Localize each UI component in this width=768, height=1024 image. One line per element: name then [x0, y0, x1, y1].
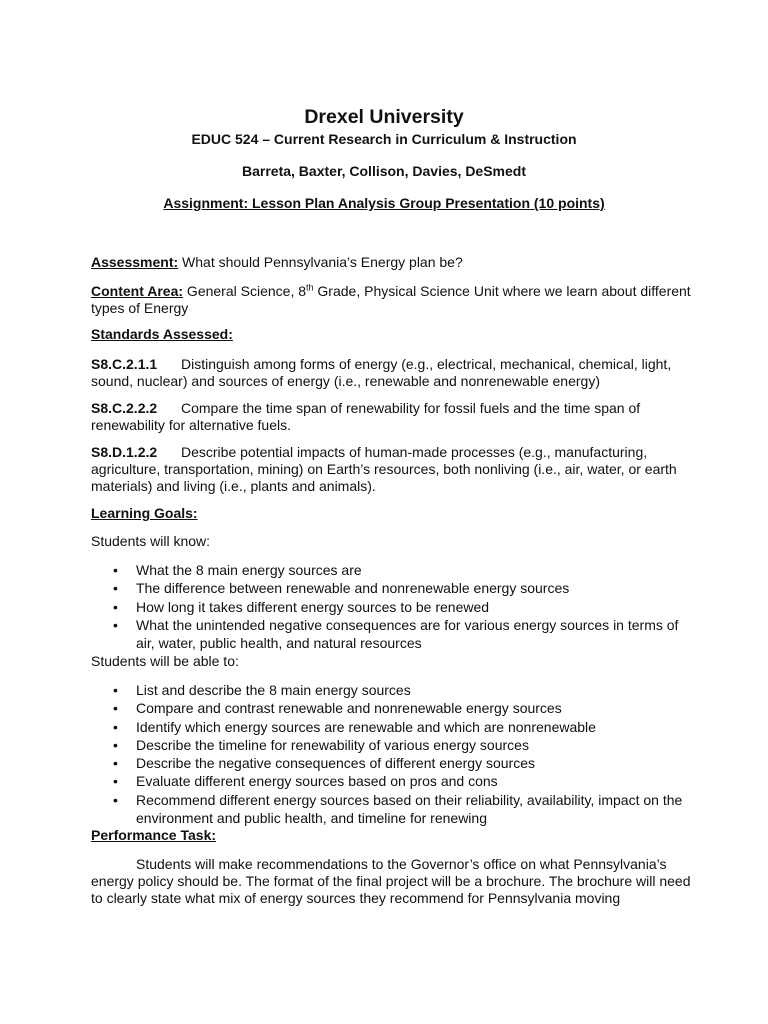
performance-task-text: Students will make recommendations to the Governor’s office on what Pennsylvania’s energy policy should be. The format of the final project will be a brochure. The brochure will need to clearly state what mix of energy sources they recommend for Pennsylvania moving: [91, 856, 691, 906]
list-item: • What the 8 main energy sources are: [113, 562, 362, 578]
know-list: [91, 561, 691, 652]
standards-heading: Standards Assessed:: [91, 326, 233, 342]
bullet-icon: •: [113, 736, 118, 753]
list-item: • Compare and contrast renewable and nonrenewable energy sources: [113, 700, 562, 717]
bullet-icon: •: [113, 682, 118, 698]
list-item: • The difference between renewable and nonrenewable energy sources: [113, 580, 570, 597]
standard-item: [91, 444, 691, 495]
performance-task-heading: Performance Task:: [91, 827, 217, 843]
list-item: • Identify which energy sources are renewable and which are nonrenewable: [113, 718, 596, 735]
bullet-icon: •: [113, 773, 118, 790]
list-item: • Describe the timeline for renewability of various energy sources: [113, 736, 529, 753]
assessment-text: What should Pennsylvania’s Energy plan be?: [178, 254, 463, 270]
assignment-heading: Assignment: Lesson Plan Analysis Group Presentation (10 points): [163, 195, 605, 211]
standard-text: Distinguish among forms of energy (e.g., electrical, mechanical, chemical, light, sound, nuclear) and sources of energy (i.e., renewable and nonrenewable energy): [91, 356, 672, 389]
content-area-label: Content Area:: [91, 283, 184, 299]
know-intro: Students will know:: [91, 533, 211, 549]
bullet-icon: •: [113, 598, 118, 615]
able-list: [91, 681, 691, 827]
standard-code: S8.C.2.1.1: [91, 356, 158, 372]
bullet-icon: •: [113, 616, 118, 633]
bullet-icon: •: [113, 791, 118, 808]
able-intro: Students will be able to:: [91, 653, 239, 669]
standard-item: [91, 400, 691, 434]
course-name: EDUC 524 – Current Research in Curriculum & Instruction: [191, 131, 577, 147]
content-area-line: [91, 283, 691, 317]
standard-text: Describe potential impacts of human-made processes (e.g., manufacturing, agriculture, transportation, mining) on Earth’s resources, both nonliving (i.e., air, water, or earth materials) and living (i.e., plants and animals).: [91, 444, 677, 494]
standard-item: [91, 356, 691, 390]
list-item: • List and describe the 8 main energy sources: [113, 682, 411, 698]
author-list: Barreta, Baxter, Collison, Davies, DeSmedt: [242, 163, 526, 179]
list-item: • Describe the negative consequences of different energy sources: [113, 755, 535, 772]
bullet-icon: •: [113, 755, 118, 772]
content-area-superscript: th: [306, 282, 314, 293]
list-item: • Evaluate different energy sources based on pros and cons: [113, 773, 498, 790]
standard-text: Compare the time span of renewability for fossil fuels and the time span of renewability for alternative fuels.: [91, 400, 641, 433]
document-title: Drexel University: [304, 106, 464, 128]
learning-goals-heading: Learning Goals:: [91, 505, 198, 521]
content-area-text-after: Grade, Physical Science Unit where we learn about different types of Energy: [91, 283, 691, 316]
bullet-icon: •: [113, 580, 118, 597]
content-area-text-before: General Science, 8: [183, 283, 307, 299]
assessment-line: [91, 254, 691, 271]
list-item: • What the unintended negative consequences are for various energy sources in terms of air, water, public health, and natural resources: [113, 616, 679, 652]
bullet-icon: •: [113, 700, 118, 717]
standard-code: S8.D.1.2.2: [91, 444, 158, 460]
assessment-label: Assessment:: [91, 254, 179, 270]
bullet-icon: •: [113, 562, 118, 578]
bullet-icon: •: [113, 718, 118, 735]
standard-code: S8.C.2.2.2: [91, 400, 158, 416]
list-item: • How long it takes different energy sources to be renewed: [113, 598, 490, 615]
list-item: • Recommend different energy sources based on their reliability, availability, impact on the environment and public health, and timeline for renewing: [113, 791, 683, 827]
